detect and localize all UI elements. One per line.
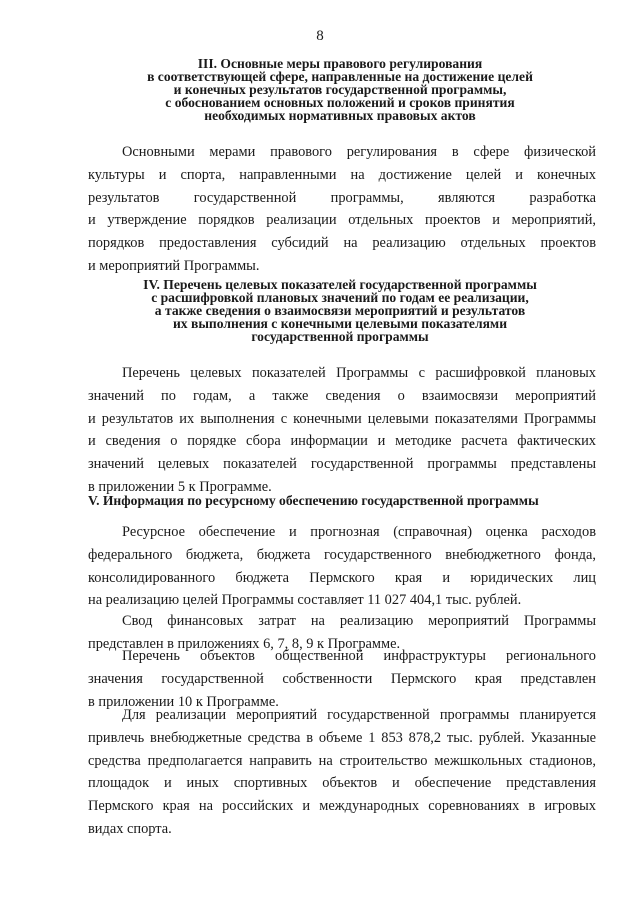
- text-line: Основными мерами правового регулирования в сфере физической: [122, 144, 596, 160]
- heading-line: необходимых нормативных правовых актов: [204, 108, 476, 123]
- text-line: привлечь внебюджетные средства в объеме 1 853 878,2 тыс. рублей. Указанные: [88, 729, 596, 746]
- text-line: консолидированного бюджета Пермского края и юридических лиц: [88, 569, 596, 586]
- heading-line: а также сведения о взаимосвязи мероприятий и результатов: [154, 303, 526, 318]
- page-number: 8: [316, 28, 324, 44]
- section-4-heading: [80, 278, 600, 343]
- section-3-paragraph: [88, 141, 596, 278]
- heading-line: государственной программы: [251, 329, 429, 344]
- heading-line: IV. Перечень целевых показателей государственной программы: [143, 277, 537, 292]
- text-line: и сведения о порядке сбора информации и методике расчета фактических: [88, 433, 596, 450]
- text-line: средства предполагается направить на строительство межшкольных стадионов,: [88, 752, 596, 769]
- heading-line: в соответствующей сфере, направленные на достижение целей: [147, 69, 533, 84]
- text-line: Для реализации мероприятий государственной программы планируется: [122, 707, 596, 723]
- heading-line: с расшифровкой плановых значений по годам ее реализации,: [151, 290, 529, 305]
- text-line: результатов государственной программы, являются разработка: [88, 189, 596, 206]
- heading-line: их выполнения с конечными целевыми показателями: [172, 316, 508, 331]
- heading-line: III. Основные меры правового регулирования: [197, 56, 483, 71]
- text-line: Ресурсное обеспечение и прогнозная (справочная) оценка расходов: [122, 524, 596, 540]
- text-line: значения государственной собственности Пермского края представлен: [88, 670, 596, 687]
- text-line: культуры и спорта, направленными на достижение целей и конечных: [88, 166, 596, 183]
- section-5-paragraph-4: [88, 704, 596, 841]
- text-line: представлен в приложениях 6, 7, 8, 9 к Программе.: [88, 635, 401, 652]
- text-line: Перечень объектов общественной инфраструктуры регионального: [122, 648, 596, 664]
- text-line: и мероприятий Программы.: [88, 257, 260, 274]
- text-line: в приложении 5 к Программе.: [88, 478, 272, 495]
- text-line: в приложении 10 к Программе.: [88, 693, 279, 710]
- text-line: и результатов их выполнения с конечными целевыми показателями Программы: [88, 410, 596, 427]
- section-3-heading: [80, 57, 600, 122]
- heading-line: и конечных результатов государственной программы,: [173, 82, 507, 97]
- text-line: и утверждение порядков реализации отдельных проектов и мероприятий,: [88, 212, 596, 229]
- text-line: площадок и иных спортивных объектов и обеспечение представления: [88, 775, 596, 792]
- text-line: порядков предоставления субсидий на реализацию отдельных проектов: [88, 235, 596, 252]
- text-line: Свод финансовых затрат на реализацию мероприятий Программы: [122, 613, 596, 629]
- text-line: на реализацию целей Программы составляет 11 027 404,1 тыс. рублей.: [88, 592, 522, 609]
- heading-line: с обоснованием основных положений и сроков принятия: [165, 95, 515, 110]
- section-4-paragraph: [88, 362, 596, 499]
- text-line: Пермского края на российских и международных соревнованиях в игровых: [88, 798, 596, 815]
- text-line: значений по годам, а также сведения о взаимосвязи мероприятий: [88, 387, 596, 404]
- section-5-paragraph-1: [88, 521, 596, 612]
- text-line: Перечень целевых показателей Программы с расшифровкой плановых: [122, 365, 596, 381]
- text-line: видах спорта.: [88, 820, 172, 837]
- section-5-heading: V. Информация по ресурсному обеспечению государственной программы: [88, 493, 539, 508]
- text-line: значений целевых показателей государственной программы представлены: [88, 456, 596, 473]
- text-line: федерального бюджета, бюджета государственного внебюджетного фонда,: [88, 546, 596, 563]
